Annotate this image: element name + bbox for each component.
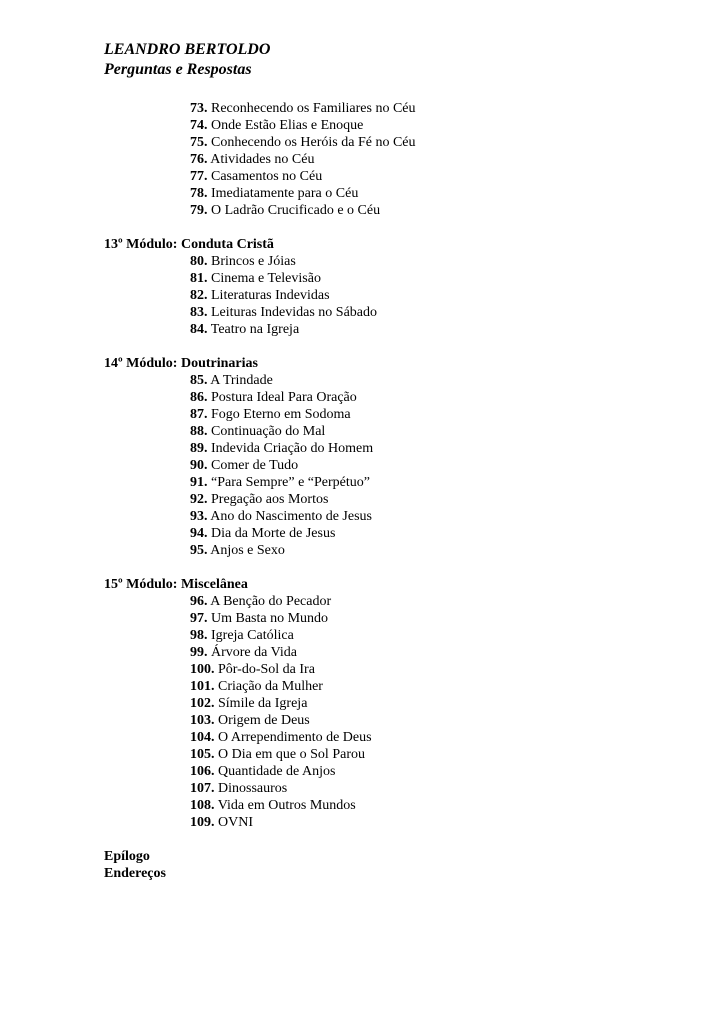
chapter-title: Casamentos no Céu bbox=[211, 169, 323, 184]
chapter-number: 109. bbox=[190, 815, 215, 830]
book-title: Perguntas e Respostas bbox=[104, 61, 252, 78]
chapter-title: “Para Sempre” e “Perpétuo” bbox=[211, 475, 370, 490]
chapter-title: Anjos e Sexo bbox=[210, 543, 285, 558]
module-heading: 14º Módulo: Doutrinarias bbox=[104, 356, 258, 371]
chapter-list bbox=[104, 253, 416, 338]
chapter-entry bbox=[190, 117, 416, 134]
chapter-list bbox=[104, 372, 416, 559]
addresses-heading: Endereços bbox=[104, 866, 166, 881]
chapter-title: Atividades no Céu bbox=[210, 152, 315, 167]
chapter-title: Quantidade de Anjos bbox=[218, 764, 336, 779]
chapter-title: Criação da Mulher bbox=[218, 679, 323, 694]
chapter-title: Fogo Eterno em Sodoma bbox=[211, 407, 351, 422]
chapter-number: 87. bbox=[190, 407, 208, 422]
chapter-entry bbox=[190, 304, 416, 321]
chapter-title: Símile da Igreja bbox=[218, 696, 308, 711]
chapter-title: OVNI bbox=[218, 815, 253, 830]
chapter-number: 82. bbox=[190, 288, 208, 303]
chapter-entry bbox=[190, 678, 416, 695]
back-matter bbox=[104, 848, 416, 882]
chapter-title: Dia da Morte de Jesus bbox=[211, 526, 336, 541]
chapter-entry bbox=[190, 525, 416, 542]
chapter-number: 100. bbox=[190, 662, 215, 677]
toc-section bbox=[104, 355, 416, 559]
chapter-number: 74. bbox=[190, 118, 208, 133]
chapter-title: Brincos e Jóias bbox=[211, 254, 296, 269]
chapter-title: Comer de Tudo bbox=[211, 458, 299, 473]
chapter-number: 97. bbox=[190, 611, 208, 626]
chapter-entry bbox=[190, 763, 416, 780]
chapter-entry bbox=[190, 814, 416, 831]
chapter-number: 81. bbox=[190, 271, 208, 286]
chapter-number: 83. bbox=[190, 305, 208, 320]
chapter-number: 93. bbox=[190, 509, 208, 524]
chapter-number: 77. bbox=[190, 169, 208, 184]
chapter-entry bbox=[190, 253, 416, 270]
chapter-title: A Trindade bbox=[210, 373, 273, 388]
chapter-entry bbox=[190, 746, 416, 763]
chapter-entry bbox=[190, 389, 416, 406]
chapter-entry bbox=[190, 610, 416, 627]
chapter-title: Vida em Outros Mundos bbox=[217, 798, 356, 813]
chapter-entry bbox=[190, 457, 416, 474]
chapter-title: Ano do Nascimento de Jesus bbox=[210, 509, 372, 524]
chapter-title: Onde Estão Elias e Enoque bbox=[211, 118, 364, 133]
chapter-title: Igreja Católica bbox=[211, 628, 294, 643]
chapter-number: 107. bbox=[190, 781, 215, 796]
chapter-number: 88. bbox=[190, 424, 208, 439]
chapter-entry bbox=[190, 202, 416, 219]
chapter-number: 102. bbox=[190, 696, 215, 711]
chapter-number: 104. bbox=[190, 730, 215, 745]
chapter-entry bbox=[190, 593, 416, 610]
chapter-entry bbox=[190, 287, 416, 304]
chapter-number: 90. bbox=[190, 458, 208, 473]
epilogue-heading: Epílogo bbox=[104, 849, 150, 864]
chapter-entry bbox=[190, 321, 416, 338]
chapter-title: Pregação aos Mortos bbox=[211, 492, 329, 507]
toc-section bbox=[104, 100, 416, 219]
chapter-entry bbox=[190, 780, 416, 797]
chapter-number: 106. bbox=[190, 764, 215, 779]
chapter-entry bbox=[190, 474, 416, 491]
chapter-entry bbox=[190, 151, 416, 168]
chapter-entry bbox=[190, 542, 416, 559]
chapter-number: 96. bbox=[190, 594, 208, 609]
chapter-number: 98. bbox=[190, 628, 208, 643]
chapter-list bbox=[104, 100, 416, 219]
chapter-number: 76. bbox=[190, 152, 208, 167]
chapter-title: Literaturas Indevidas bbox=[211, 288, 330, 303]
chapter-number: 103. bbox=[190, 713, 215, 728]
chapter-entry bbox=[190, 644, 416, 661]
chapter-title: Indevida Criação do Homem bbox=[211, 441, 374, 456]
chapter-entry bbox=[190, 508, 416, 525]
module-heading: 13º Módulo: Conduta Cristã bbox=[104, 237, 274, 252]
chapter-title: O Arrependimento de Deus bbox=[218, 730, 372, 745]
chapter-number: 108. bbox=[190, 798, 215, 813]
chapter-entry bbox=[190, 729, 416, 746]
chapter-number: 75. bbox=[190, 135, 208, 150]
author-name: LEANDRO BERTOLDO bbox=[104, 41, 271, 58]
table-of-contents bbox=[104, 100, 416, 882]
chapter-number: 92. bbox=[190, 492, 208, 507]
chapter-title: Conhecendo os Heróis da Fé no Céu bbox=[211, 135, 416, 150]
chapter-number: 91. bbox=[190, 475, 208, 490]
chapter-entry bbox=[190, 270, 416, 287]
chapter-title: Continuação do Mal bbox=[211, 424, 326, 439]
chapter-title: Cinema e Televisão bbox=[211, 271, 321, 286]
toc-section bbox=[104, 236, 416, 338]
chapter-title: Dinossauros bbox=[218, 781, 288, 796]
chapter-entry bbox=[190, 185, 416, 202]
chapter-number: 79. bbox=[190, 203, 208, 218]
chapter-number: 105. bbox=[190, 747, 215, 762]
chapter-number: 84. bbox=[190, 322, 208, 337]
chapter-list bbox=[104, 593, 416, 831]
chapter-number: 86. bbox=[190, 390, 208, 405]
chapter-title: Pôr-do-Sol da Ira bbox=[218, 662, 315, 677]
chapter-number: 73. bbox=[190, 101, 208, 116]
chapter-number: 101. bbox=[190, 679, 215, 694]
chapter-title: Postura Ideal Para Oração bbox=[211, 390, 357, 405]
chapter-entry bbox=[190, 406, 416, 423]
chapter-entry bbox=[190, 797, 416, 814]
chapter-title: Teatro na Igreja bbox=[210, 322, 300, 337]
chapter-number: 85. bbox=[190, 373, 208, 388]
chapter-entry bbox=[190, 491, 416, 508]
chapter-title: Imediatamente para o Céu bbox=[211, 186, 359, 201]
chapter-entry bbox=[190, 100, 416, 117]
chapter-number: 95. bbox=[190, 543, 208, 558]
chapter-entry bbox=[190, 372, 416, 389]
chapter-title: Um Basta no Mundo bbox=[211, 611, 329, 626]
chapter-entry bbox=[190, 134, 416, 151]
chapter-number: 80. bbox=[190, 254, 208, 269]
chapter-title: A Benção do Pecador bbox=[210, 594, 332, 609]
chapter-number: 99. bbox=[190, 645, 208, 660]
chapter-title: O Ladrão Crucificado e o Céu bbox=[211, 203, 381, 218]
chapter-entry bbox=[190, 661, 416, 678]
document-header bbox=[104, 40, 270, 80]
chapter-number: 89. bbox=[190, 441, 208, 456]
chapter-entry bbox=[190, 695, 416, 712]
chapter-title: Leituras Indevidas no Sábado bbox=[211, 305, 378, 320]
module-heading: 15º Módulo: Miscelânea bbox=[104, 577, 248, 592]
chapter-entry bbox=[190, 627, 416, 644]
toc-section bbox=[104, 576, 416, 831]
chapter-number: 78. bbox=[190, 186, 208, 201]
chapter-entry bbox=[190, 168, 416, 185]
chapter-title: O Dia em que o Sol Parou bbox=[218, 747, 365, 762]
chapter-title: Reconhecendo os Familiares no Céu bbox=[211, 101, 416, 116]
chapter-entry bbox=[190, 440, 416, 457]
chapter-title: Origem de Deus bbox=[218, 713, 310, 728]
chapter-number: 94. bbox=[190, 526, 208, 541]
chapter-title: Árvore da Vida bbox=[211, 645, 297, 660]
chapter-entry bbox=[190, 423, 416, 440]
chapter-entry bbox=[190, 712, 416, 729]
